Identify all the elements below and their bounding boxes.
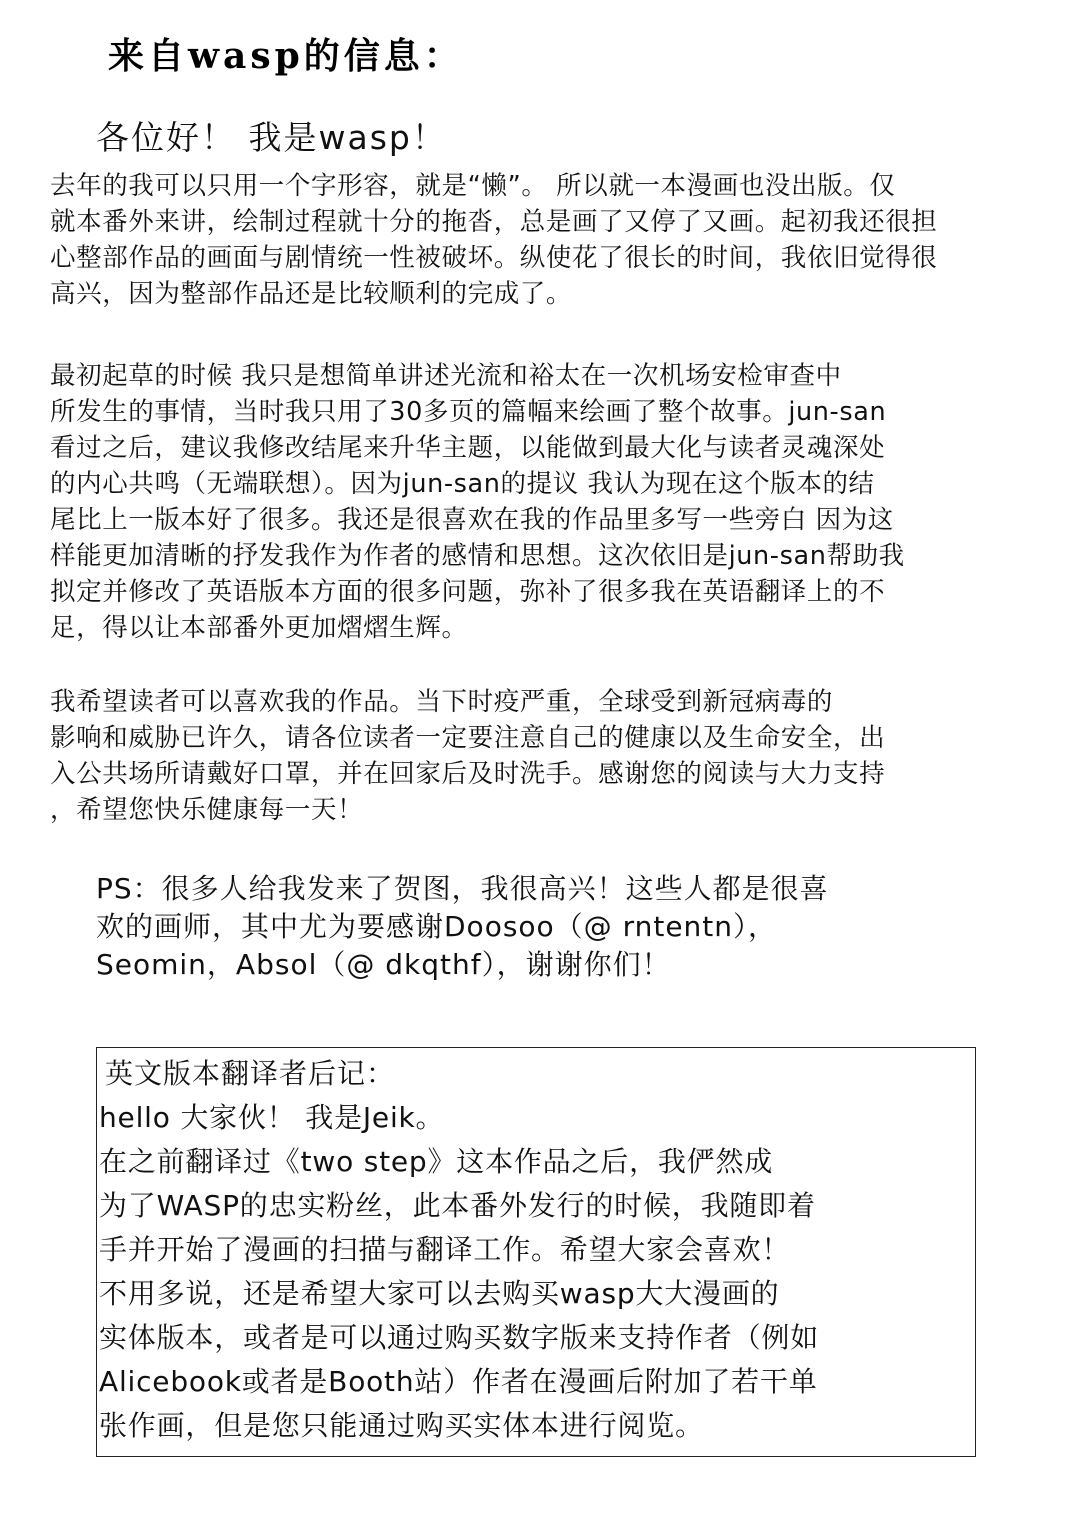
translator-note-body: hello 大家伙！ 我是Jeik。 在之前翻译过《two step》这本作品之后，我俨然成 为了WASP的忠实粉丝，此本番外发行的时候，我随即着 手并开始了漫画的扫描与翻译工作。希望大家会喜欢！ 不用多说，还是希望大家可以去购买wasp大大漫画的 实体版本，或者是可以通过购买数字版来支持作者（例如 Alicebook或者是Booth站）作者在漫画后附加了若干单 张作画，但是您只能通过购买实体本进行阅览。 bbox=[99, 1101, 820, 1442]
translator-note-box bbox=[96, 1047, 976, 1457]
translator-note-heading: 英文版本翻译者后记： bbox=[105, 1057, 396, 1090]
paragraph-2: 最初起草的时候 我只是想简单讲述光流和裕太在一次机场安检审查中 所发生的事情，当时我只用了30多页的篇幅来绘画了整个故事。jun-san 看过之后，建议我修改结尾来升华主题，以能做到最大化与读者灵魂深处 的内心共鸣（无端联想）。因为jun-san的提议 我认为现在这个版本的结 尾比上一版本好了很多。我还是很喜欢在我的作品里多写一些旁白 因为这 样能更加清晰的抒发我作为作者的感情和思想。这次依旧是jun-san帮助我 拟定并修改了英语版本方面的很多问题，弥补了很多我在英语翻译上的不 足，得以让本部番外更加熠熠生辉。 bbox=[50, 361, 905, 643]
paragraph-3: 我希望读者可以喜欢我的作品。当下时疫严重，全球受到新冠病毒的 影响和威胁已许久，请各位读者一定要注意自己的健康以及生命安全，出 入公共场所请戴好口罩，并在回家后及时洗手。感谢您的阅读与大力支持 ，希望您快乐健康每一天！ bbox=[50, 687, 886, 825]
page-title: 来自wasp的信息： bbox=[108, 35, 464, 77]
paragraph-1: 去年的我可以只用一个字形容，就是“懒”。 所以就一本漫画也没出版。仅 就本番外来讲，绘制过程就十分的拖沓，总是画了又停了又画。起初我还很担 心整部作品的画面与剧情统一性被破坏。纵使花了很长的时间，我依旧觉得很 高兴，因为整部作品还是比较顺利的完成了。 bbox=[50, 171, 938, 309]
postscript: PS：很多人给我发来了贺图，我很高兴！这些人都是很喜 欢的画师，其中尤为要感谢Doosoo（@ rntentn）， Seomin，Absol（@ dkqthf），谢谢你们！ bbox=[96, 872, 829, 981]
greeting: 各位好！ 我是wasp！ bbox=[96, 118, 447, 157]
